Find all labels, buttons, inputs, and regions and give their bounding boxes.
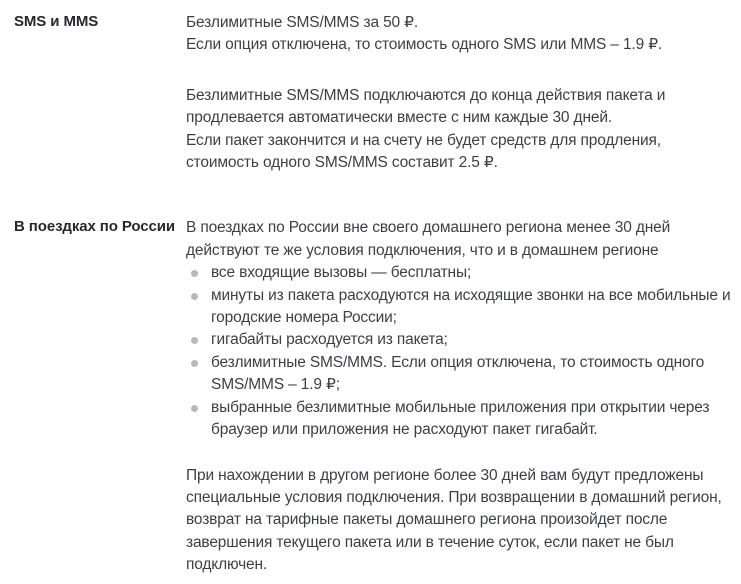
list-item-text: безлимитные SMS/MMS. Если опция отключена, то стоимость одного SMS/MMS – 1.9 ₽; (211, 353, 705, 394)
section-travel-russia (14, 217, 733, 576)
sms-package-end-line: Если пакет закончится и на счету не будет средств для продления, стоимость одного SMS/MMS составит 2.5 ₽. (186, 131, 661, 172)
section-sms-mms (14, 12, 733, 174)
bullet-icon (191, 337, 198, 344)
sms-renewal-paragraph (186, 85, 733, 175)
sms-disabled-price-line: Если опция отключена, то стоимость одного SMS или MMS – 1.9 ₽. (186, 36, 663, 54)
list-item-text: минуты из пакета расходуются на исходящие звонки на все мобильные и городские номера России; (211, 286, 731, 327)
travel-intro-paragraph: В поездках по России вне своего домашнего региона менее 30 дней действуют те же условия подключения, что и в домашнем регионе (186, 219, 671, 259)
section-sms-mms-content (186, 12, 733, 174)
list-item-unlimited-apps (186, 397, 733, 442)
list-item-text: выбранные безлимитные мобильные приложения при открытии через браузер или приложения не расходуют пакет гигабайт. (211, 398, 710, 439)
section-sms-mms-label: SMS и MMS (14, 13, 99, 30)
list-item-incoming-calls (186, 262, 733, 284)
list-item-gigabytes (186, 329, 733, 351)
bullet-icon (191, 270, 198, 277)
sms-renewal-line: Безлимитные SMS/MMS подключаются до конца действия пакета и продлевается автоматически вместе с ним каждые 30 дней. (186, 86, 666, 127)
bullet-icon (191, 360, 198, 367)
list-item-minutes (186, 285, 733, 330)
list-item-text: гигабайты расходуется из пакета; (211, 331, 448, 349)
list-item-text: все входящие вызовы — бесплатны; (211, 264, 472, 282)
travel-outro-paragraph: При нахождении в другом регионе более 30 дней вам будут предложены специальные условия подключения. При возвращении в домашний регион, возврат на тарифные пакеты домашнего региона произойдет после завершения текущего пакета или в течение суток, если пакет не был подключен. (186, 466, 722, 574)
bullet-icon (191, 405, 198, 412)
section-travel-russia-content (186, 217, 733, 576)
list-item-sms-mms (186, 352, 733, 397)
travel-conditions-list (186, 262, 733, 441)
bullet-icon (191, 293, 198, 300)
sms-price-line: Безлимитные SMS/MMS за 50 ₽. (186, 14, 419, 31)
sms-price-paragraph (186, 12, 733, 57)
section-travel-russia-label: В поездках по России (14, 218, 176, 236)
